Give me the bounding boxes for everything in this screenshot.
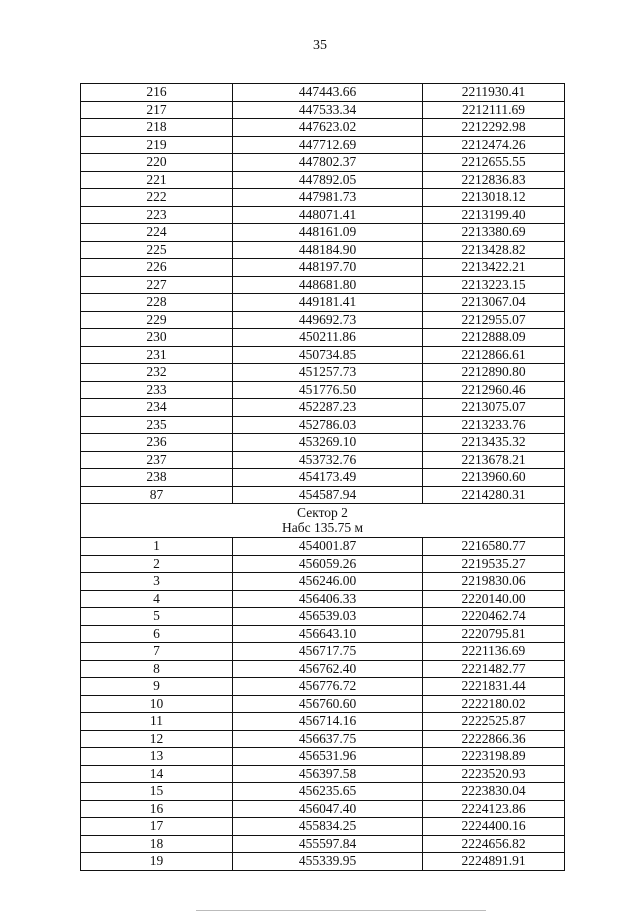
- table-row: [81, 399, 565, 417]
- bottom-divider: [196, 910, 486, 911]
- y-coordinate-cell: 2221136.69: [423, 643, 565, 661]
- section-header-cell: [81, 504, 565, 538]
- point-number-cell: 87: [81, 486, 233, 504]
- x-coordinate-cell: 448197.70: [233, 259, 423, 277]
- table-row: [81, 434, 565, 452]
- y-coordinate-cell: 2213428.82: [423, 241, 565, 259]
- table-row: [81, 189, 565, 207]
- y-coordinate-cell: 2212292.98: [423, 119, 565, 137]
- table-row: [81, 84, 565, 102]
- point-number-cell: 4: [81, 590, 233, 608]
- table-row: [81, 835, 565, 853]
- point-number-cell: 228: [81, 294, 233, 312]
- point-number-cell: 221: [81, 171, 233, 189]
- point-number-cell: 11: [81, 713, 233, 731]
- point-number-cell: 2: [81, 555, 233, 573]
- table-row: [81, 730, 565, 748]
- table-row: [81, 311, 565, 329]
- point-number-cell: 10: [81, 695, 233, 713]
- y-coordinate-cell: 2213422.21: [423, 259, 565, 277]
- point-number-cell: 233: [81, 381, 233, 399]
- table-row: [81, 206, 565, 224]
- x-coordinate-cell: 454587.94: [233, 486, 423, 504]
- point-number-cell: 15: [81, 783, 233, 801]
- y-coordinate-cell: 2224891.91: [423, 853, 565, 871]
- coordinates-group-2: [81, 538, 565, 871]
- table-row: [81, 695, 565, 713]
- point-number-cell: 218: [81, 119, 233, 137]
- y-coordinate-cell: 2212888.09: [423, 329, 565, 347]
- point-number-cell: 231: [81, 346, 233, 364]
- x-coordinate-cell: 456760.60: [233, 695, 423, 713]
- x-coordinate-cell: 453732.76: [233, 451, 423, 469]
- table-row: [81, 660, 565, 678]
- y-coordinate-cell: 2222866.36: [423, 730, 565, 748]
- x-coordinate-cell: 452786.03: [233, 416, 423, 434]
- table-row: [81, 555, 565, 573]
- y-coordinate-cell: 2213678.21: [423, 451, 565, 469]
- y-coordinate-cell: 2222525.87: [423, 713, 565, 731]
- table-row: [81, 294, 565, 312]
- point-number-cell: 236: [81, 434, 233, 452]
- x-coordinate-cell: 456235.65: [233, 783, 423, 801]
- point-number-cell: 229: [81, 311, 233, 329]
- table-row: [81, 608, 565, 626]
- x-coordinate-cell: 447443.66: [233, 84, 423, 102]
- y-coordinate-cell: 2212474.26: [423, 136, 565, 154]
- x-coordinate-cell: 456531.96: [233, 748, 423, 766]
- point-number-cell: 226: [81, 259, 233, 277]
- x-coordinate-cell: 454173.49: [233, 469, 423, 487]
- point-number-cell: 238: [81, 469, 233, 487]
- x-coordinate-cell: 448184.90: [233, 241, 423, 259]
- x-coordinate-cell: 450211.86: [233, 329, 423, 347]
- x-coordinate-cell: 456714.16: [233, 713, 423, 731]
- x-coordinate-cell: 449181.41: [233, 294, 423, 312]
- x-coordinate-cell: 456637.75: [233, 730, 423, 748]
- point-number-cell: 19: [81, 853, 233, 871]
- y-coordinate-cell: 2213223.15: [423, 276, 565, 294]
- y-coordinate-cell: 2212836.83: [423, 171, 565, 189]
- y-coordinate-cell: 2213067.04: [423, 294, 565, 312]
- section-subtitle: Набс 135.75 м: [281, 520, 364, 535]
- point-number-cell: 16: [81, 800, 233, 818]
- y-coordinate-cell: 2219535.27: [423, 555, 565, 573]
- table-row: [81, 364, 565, 382]
- table-row: [81, 171, 565, 189]
- table-row: [81, 643, 565, 661]
- point-number-cell: 219: [81, 136, 233, 154]
- table-row: [81, 119, 565, 137]
- x-coordinate-cell: 456762.40: [233, 660, 423, 678]
- point-number-cell: 3: [81, 573, 233, 591]
- y-coordinate-cell: 2214280.31: [423, 486, 565, 504]
- table-row: [81, 329, 565, 347]
- table-row: [81, 259, 565, 277]
- y-coordinate-cell: 2212866.61: [423, 346, 565, 364]
- y-coordinate-cell: 2220462.74: [423, 608, 565, 626]
- x-coordinate-cell: 455339.95: [233, 853, 423, 871]
- table-row: [81, 381, 565, 399]
- coordinates-group-1: [81, 84, 565, 504]
- y-coordinate-cell: 2224400.16: [423, 818, 565, 836]
- x-coordinate-cell: 448071.41: [233, 206, 423, 224]
- table-row: [81, 573, 565, 591]
- x-coordinate-cell: 456539.03: [233, 608, 423, 626]
- y-coordinate-cell: 2213075.07: [423, 399, 565, 417]
- point-number-cell: 13: [81, 748, 233, 766]
- table-row: [81, 416, 565, 434]
- x-coordinate-cell: 452287.23: [233, 399, 423, 417]
- point-number-cell: 8: [81, 660, 233, 678]
- x-coordinate-cell: 455597.84: [233, 835, 423, 853]
- x-coordinate-cell: 448161.09: [233, 224, 423, 242]
- table-row: [81, 276, 565, 294]
- y-coordinate-cell: 2213199.40: [423, 206, 565, 224]
- y-coordinate-cell: 2213233.76: [423, 416, 565, 434]
- x-coordinate-cell: 456643.10: [233, 625, 423, 643]
- y-coordinate-cell: 2220795.81: [423, 625, 565, 643]
- y-coordinate-cell: 2221482.77: [423, 660, 565, 678]
- y-coordinate-cell: 2223198.89: [423, 748, 565, 766]
- point-number-cell: 1: [81, 538, 233, 556]
- point-number-cell: 235: [81, 416, 233, 434]
- page-number: 35: [313, 38, 327, 53]
- x-coordinate-cell: 447802.37: [233, 154, 423, 172]
- table-row: [81, 678, 565, 696]
- x-coordinate-cell: 447892.05: [233, 171, 423, 189]
- table-row: [81, 224, 565, 242]
- table-row: [81, 101, 565, 119]
- table-row: [81, 590, 565, 608]
- table-row: [81, 469, 565, 487]
- point-number-cell: 234: [81, 399, 233, 417]
- table-row: [81, 486, 565, 504]
- table-row: [81, 625, 565, 643]
- y-coordinate-cell: 2224656.82: [423, 835, 565, 853]
- x-coordinate-cell: 456406.33: [233, 590, 423, 608]
- x-coordinate-cell: 447981.73: [233, 189, 423, 207]
- section-header-group: [81, 504, 565, 538]
- x-coordinate-cell: 454001.87: [233, 538, 423, 556]
- point-number-cell: 224: [81, 224, 233, 242]
- y-coordinate-cell: 2213018.12: [423, 189, 565, 207]
- point-number-cell: 227: [81, 276, 233, 294]
- table-row: [81, 136, 565, 154]
- table-row: [81, 818, 565, 836]
- x-coordinate-cell: 456397.58: [233, 765, 423, 783]
- x-coordinate-cell: 451257.73: [233, 364, 423, 382]
- point-number-cell: 12: [81, 730, 233, 748]
- table-row: [81, 241, 565, 259]
- y-coordinate-cell: 2212955.07: [423, 311, 565, 329]
- table-row: [81, 713, 565, 731]
- table-row: [81, 538, 565, 556]
- table-row: [81, 346, 565, 364]
- point-number-cell: 225: [81, 241, 233, 259]
- x-coordinate-cell: 456776.72: [233, 678, 423, 696]
- table-row: [81, 451, 565, 469]
- x-coordinate-cell: 447533.34: [233, 101, 423, 119]
- section-title: Сектор 2: [297, 505, 348, 520]
- y-coordinate-cell: 2213435.32: [423, 434, 565, 452]
- table-row: [81, 783, 565, 801]
- x-coordinate-cell: 448681.80: [233, 276, 423, 294]
- point-number-cell: 232: [81, 364, 233, 382]
- point-number-cell: 222: [81, 189, 233, 207]
- y-coordinate-cell: 2223830.04: [423, 783, 565, 801]
- y-coordinate-cell: 2213960.60: [423, 469, 565, 487]
- x-coordinate-cell: 455834.25: [233, 818, 423, 836]
- y-coordinate-cell: 2212960.46: [423, 381, 565, 399]
- y-coordinate-cell: 2212890.80: [423, 364, 565, 382]
- x-coordinate-cell: 451776.50: [233, 381, 423, 399]
- point-number-cell: 237: [81, 451, 233, 469]
- x-coordinate-cell: 450734.85: [233, 346, 423, 364]
- point-number-cell: 220: [81, 154, 233, 172]
- x-coordinate-cell: 456717.75: [233, 643, 423, 661]
- y-coordinate-cell: 2219830.06: [423, 573, 565, 591]
- point-number-cell: 216: [81, 84, 233, 102]
- table-row: [81, 765, 565, 783]
- y-coordinate-cell: 2211930.41: [423, 84, 565, 102]
- x-coordinate-cell: 447623.02: [233, 119, 423, 137]
- y-coordinate-cell: 2213380.69: [423, 224, 565, 242]
- x-coordinate-cell: 447712.69: [233, 136, 423, 154]
- point-number-cell: 7: [81, 643, 233, 661]
- y-coordinate-cell: 2221831.44: [423, 678, 565, 696]
- point-number-cell: 223: [81, 206, 233, 224]
- point-number-cell: 5: [81, 608, 233, 626]
- point-number-cell: 217: [81, 101, 233, 119]
- section-header-row: [81, 504, 565, 538]
- y-coordinate-cell: 2212655.55: [423, 154, 565, 172]
- point-number-cell: 9: [81, 678, 233, 696]
- y-coordinate-cell: 2222180.02: [423, 695, 565, 713]
- y-coordinate-cell: 2223520.93: [423, 765, 565, 783]
- point-number-cell: 230: [81, 329, 233, 347]
- x-coordinate-cell: 456246.00: [233, 573, 423, 591]
- y-coordinate-cell: 2220140.00: [423, 590, 565, 608]
- table-row: [81, 853, 565, 871]
- point-number-cell: 14: [81, 765, 233, 783]
- table-row: [81, 154, 565, 172]
- point-number-cell: 18: [81, 835, 233, 853]
- x-coordinate-cell: 456059.26: [233, 555, 423, 573]
- y-coordinate-cell: 2216580.77: [423, 538, 565, 556]
- coordinates-table: [80, 83, 565, 871]
- point-number-cell: 6: [81, 625, 233, 643]
- table-row: [81, 800, 565, 818]
- x-coordinate-cell: 456047.40: [233, 800, 423, 818]
- x-coordinate-cell: 449692.73: [233, 311, 423, 329]
- x-coordinate-cell: 453269.10: [233, 434, 423, 452]
- y-coordinate-cell: 2212111.69: [423, 101, 565, 119]
- table-row: [81, 748, 565, 766]
- y-coordinate-cell: 2224123.86: [423, 800, 565, 818]
- point-number-cell: 17: [81, 818, 233, 836]
